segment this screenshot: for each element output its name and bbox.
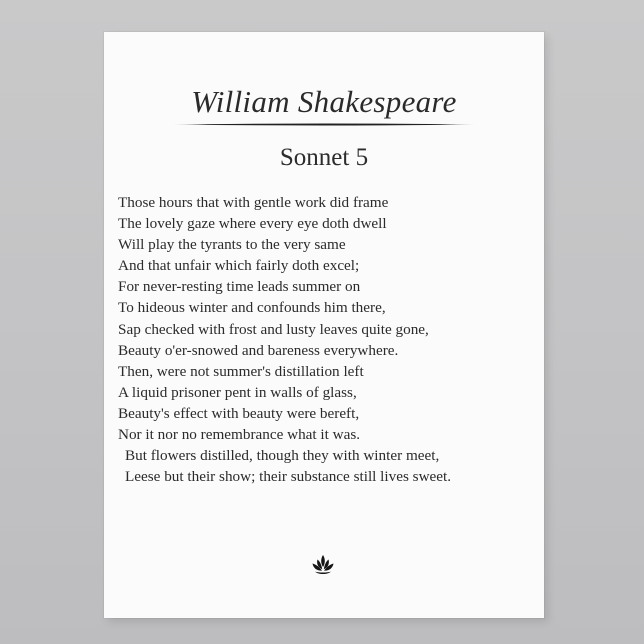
lotus-icon bbox=[311, 554, 335, 576]
sonnet-title: Sonnet 5 bbox=[279, 144, 369, 171]
poem-line: A liquid prisoner pent in walls of glass, bbox=[118, 383, 357, 401]
poem-line: To hideous winter and confounds him there, bbox=[118, 299, 386, 317]
poem-line: Nor it nor no remembrance what it was. bbox=[118, 426, 361, 444]
poem-line: Beauty o'er-snowed and bareness everywhere. bbox=[118, 341, 399, 359]
poem-line: Then, were not summer's distillation left bbox=[118, 362, 364, 380]
poem-line: Will play the tyrants to the very same bbox=[118, 236, 346, 254]
poster bbox=[104, 32, 544, 618]
poem-line: Those hours that with gentle work did frame bbox=[118, 194, 389, 211]
couplet-line: But flowers distilled, though they with winter meet, bbox=[125, 447, 440, 465]
poem-line: For never-resting time leads summer on bbox=[118, 278, 361, 296]
divider-rule bbox=[170, 123, 478, 126]
poem-line: Beauty's effect with beauty were bereft, bbox=[118, 404, 360, 422]
poem-line: The lovely gaze where every eye doth dwell bbox=[118, 215, 387, 233]
poem-line: Sap checked with frost and lusty leaves quite gone, bbox=[118, 320, 429, 338]
author-name: William Shakespeare bbox=[191, 84, 457, 119]
couplet-line: Leese but their show; their substance still lives sweet. bbox=[125, 468, 452, 486]
poem-body bbox=[118, 192, 451, 487]
poem-line: And that unfair which fairly doth excel; bbox=[118, 257, 360, 275]
